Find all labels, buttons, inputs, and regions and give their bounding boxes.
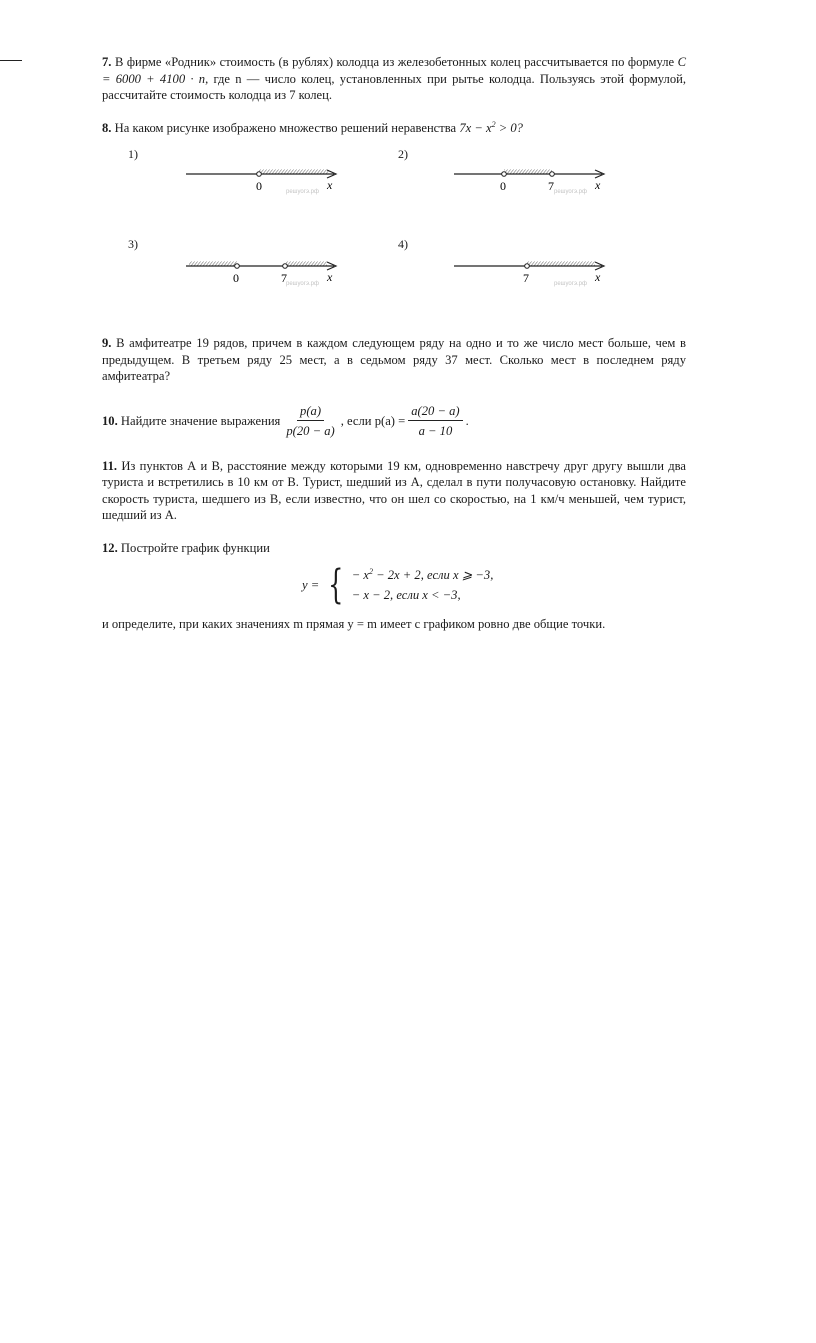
brace-icon: { bbox=[328, 562, 344, 608]
inequality bbox=[459, 121, 523, 135]
period: . bbox=[465, 413, 469, 428]
task-text-end: , где n — число колец, установленных при рытье колодца. Пользуясь этой формулой, рассчитайте стоимость колодца из 7 колец. bbox=[102, 71, 687, 102]
task-number: 12. bbox=[102, 540, 118, 555]
number-line-2 bbox=[452, 164, 612, 200]
hatched-region bbox=[259, 170, 329, 174]
number-line-1 bbox=[184, 164, 344, 200]
function-lhs: y = bbox=[302, 577, 320, 592]
open-point bbox=[283, 264, 288, 269]
open-point bbox=[550, 172, 555, 177]
fraction-numerator: a(20 − a) bbox=[408, 403, 462, 422]
inequality-left: 7x − x bbox=[459, 120, 492, 135]
task-7 bbox=[102, 54, 686, 104]
axis-label: x bbox=[327, 178, 333, 192]
task-10 bbox=[102, 403, 686, 440]
option-label-2: 2) bbox=[398, 147, 408, 161]
tick-label-7: 7 bbox=[281, 271, 287, 285]
fraction-denominator: p(20 − a) bbox=[286, 424, 335, 438]
tick-label-0: 0 bbox=[500, 179, 506, 193]
case-2: − x − 2, если x < −3, bbox=[351, 588, 461, 602]
watermark: решуогэ.рф bbox=[286, 189, 319, 195]
piecewise-function bbox=[302, 562, 816, 608]
watermark: решуогэ.рф bbox=[554, 189, 587, 195]
inequality-power: 2 bbox=[491, 119, 496, 129]
option-label-4: 4) bbox=[398, 237, 408, 251]
tick-label-0: 0 bbox=[233, 271, 239, 285]
hatched-region bbox=[527, 262, 595, 266]
task-12-continuation bbox=[102, 616, 686, 633]
inequality-right: > 0? bbox=[495, 120, 523, 135]
task-text: Постройте график функции bbox=[120, 540, 270, 555]
axis-label: x bbox=[595, 270, 601, 284]
task-number: 8. bbox=[102, 120, 112, 135]
fraction-denominator: a − 10 bbox=[418, 424, 453, 438]
formula: C = 6000 + 4100 · n bbox=[102, 55, 686, 86]
tick-label-7: 7 bbox=[523, 271, 529, 285]
task-9 bbox=[102, 335, 686, 385]
fraction-expression bbox=[283, 403, 337, 440]
open-point bbox=[235, 264, 240, 269]
case-1-start: − x bbox=[351, 567, 369, 582]
worksheet bbox=[102, 54, 686, 633]
task-text: Из пунктов А и В, расстояние между которыми 19 км, одновременно навстречу друг другу вышли два туриста и встретились в 10 км от В. Турист, шедший из А, сделал в пути получасовую остановку. Найдите скорость туриста, шедшего из В, если известно, что он шел со скоростью, на 1 км/ч меньшей, чем турист, шедший из А. bbox=[102, 458, 686, 522]
task-8 bbox=[102, 120, 686, 137]
open-point bbox=[525, 264, 530, 269]
option-label-3: 3) bbox=[128, 237, 138, 251]
function-cases bbox=[352, 567, 494, 604]
open-point bbox=[502, 172, 507, 177]
tick-label-0: 0 bbox=[256, 179, 262, 193]
case-1-rest: − 2x + 2, если x ⩾ −3, bbox=[372, 567, 494, 582]
axis-label: x bbox=[327, 270, 333, 284]
case-1 bbox=[352, 567, 494, 584]
task-11 bbox=[102, 458, 686, 524]
hatched-region-left bbox=[189, 262, 237, 266]
watermark: решуогэ.рф bbox=[554, 281, 587, 287]
task-text: В фирме «Родник» стоимость (в рублях) колодца из железобетонных колец рассчитывается по формуле bbox=[114, 55, 675, 69]
task-text: Найдите значение выражения bbox=[120, 413, 281, 428]
hatched-region-right bbox=[285, 262, 327, 266]
number-line-3 bbox=[184, 256, 344, 292]
task-number: 11. bbox=[102, 458, 118, 473]
task-number: 7. bbox=[102, 55, 112, 69]
task-text: На каком рисунке изображено множество решений неравенства bbox=[114, 120, 457, 135]
watermark: решуогэ.рф bbox=[286, 281, 319, 287]
answer-figures bbox=[102, 144, 686, 329]
option-label-1: 1) bbox=[128, 147, 138, 161]
condition-text: , если p(a) = bbox=[340, 413, 406, 428]
fraction-numerator: p(a) bbox=[297, 403, 324, 422]
fraction-definition bbox=[408, 403, 462, 440]
page-edge-mark bbox=[0, 60, 22, 61]
task-number: 9. bbox=[102, 336, 112, 350]
task-text: В амфитеатре 19 рядов, причем в каждом следующем ряду на одно и то же число мест больше, чем в предыдущем. В третьем ряду 25 мест, а в седьмом ряду 37 мест. Сколько мест в последнем ряду амфитеатра? bbox=[102, 336, 686, 383]
case-1-power: 2 bbox=[368, 566, 373, 576]
task-text: и определите, при каких значениях m прямая y = m имеет с графиком ровно две общие точки. bbox=[102, 617, 606, 631]
number-line-4 bbox=[452, 256, 612, 292]
task-number: 10. bbox=[102, 413, 118, 428]
open-point bbox=[257, 172, 262, 177]
axis-label: x bbox=[595, 178, 601, 192]
task-12 bbox=[102, 540, 686, 557]
tick-label-7: 7 bbox=[548, 179, 554, 193]
hatched-region bbox=[504, 170, 552, 174]
